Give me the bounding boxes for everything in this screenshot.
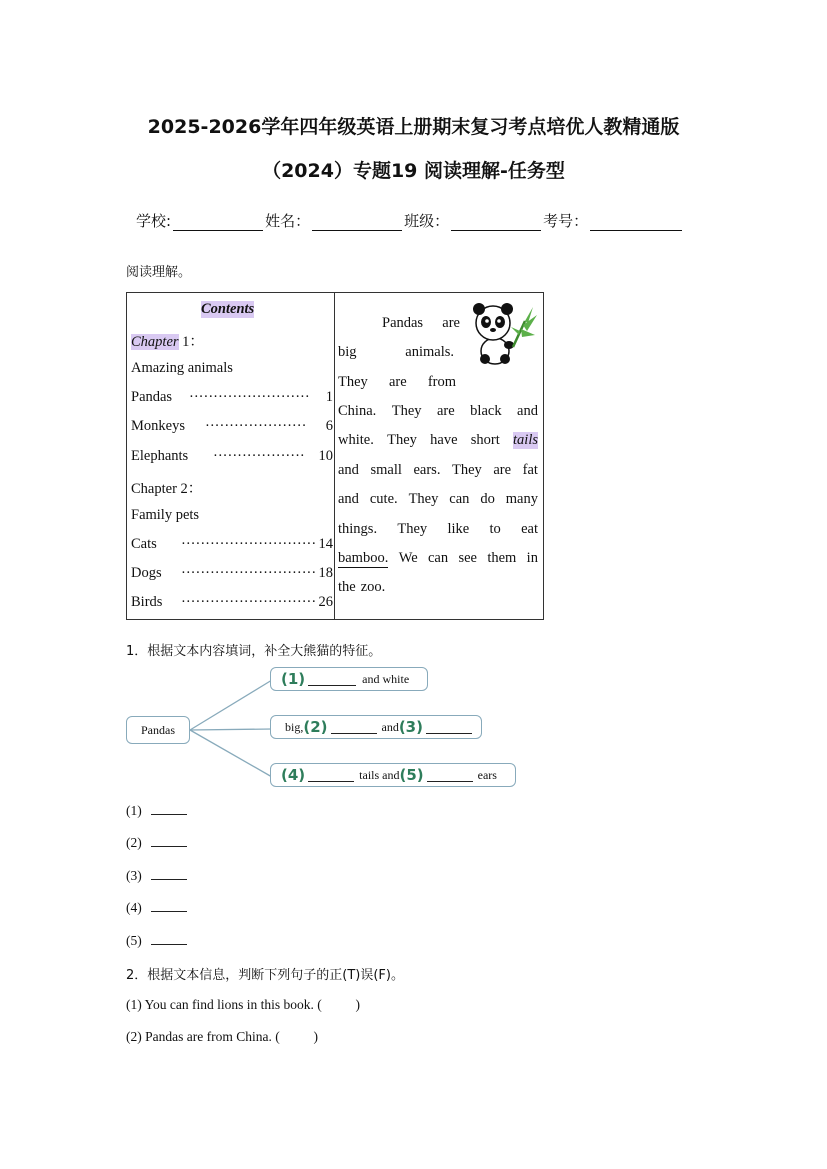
chapter1-num: 1： <box>178 334 204 350</box>
passage-line <box>338 462 538 479</box>
passage-word: zoo. <box>360 579 386 595</box>
toc-dots: ···························· <box>181 594 317 610</box>
passage-word: and <box>338 462 359 478</box>
answer-row <box>126 900 187 916</box>
passage-line <box>338 579 385 596</box>
page-subtitle: （2024）专题19 阅读理解-任务型 <box>262 160 565 182</box>
answer-blank[interactable] <box>151 934 187 945</box>
box-divider <box>334 293 335 619</box>
contents-title: Contents <box>201 301 255 317</box>
page-title: 2025-2026学年四年级英语上册期末复习考点培优人教精通版 <box>147 116 680 138</box>
reading-box <box>126 292 544 620</box>
school-label: 学校: <box>136 212 172 230</box>
passage-word: cute. <box>369 491 398 507</box>
passage-word: the <box>338 579 356 595</box>
toc-row <box>131 418 333 435</box>
diagram-branch-1 <box>270 667 428 691</box>
passage-word: can <box>449 491 470 507</box>
exam-no-label: 考号： <box>543 212 589 230</box>
toc-dots: ························· <box>189 389 310 405</box>
answer-blank[interactable] <box>151 836 187 847</box>
passage-word: are <box>442 315 460 331</box>
passage-line <box>338 432 538 449</box>
answer-blank[interactable] <box>151 869 187 880</box>
chapter1-heading <box>131 330 333 351</box>
passage-word: They <box>387 432 417 448</box>
q2-prompt: 2．根据文本信息，判断下列句子的正(T)误(F)。 <box>126 968 404 983</box>
passage-line <box>338 491 538 508</box>
passage-line <box>338 521 538 538</box>
toc-label: Birds <box>131 594 163 610</box>
branch-2-pre: big, <box>285 719 304 734</box>
toc-label: Pandas <box>131 389 173 405</box>
passage-word: eat <box>521 521 538 537</box>
answer-label: (4) <box>126 900 142 915</box>
passage-word: We <box>398 550 418 566</box>
exam-no-field[interactable] <box>590 214 682 231</box>
branch-3-mid: tails and <box>359 767 400 782</box>
toc-row <box>131 565 333 582</box>
blank-num-1: (1) <box>281 670 306 688</box>
passage-word: black <box>470 403 502 419</box>
passage-word: can <box>428 550 449 566</box>
instruction: 阅读理解。 <box>126 265 192 280</box>
answer-label: (2) <box>126 835 142 850</box>
toc-page: 10 <box>318 448 333 464</box>
passage-word: They <box>397 521 428 537</box>
class-field[interactable] <box>451 214 541 231</box>
blank-2[interactable] <box>331 721 377 734</box>
passage-line <box>338 403 538 420</box>
answer-blank[interactable] <box>151 804 187 815</box>
passage-word: tails <box>513 432 538 448</box>
chapter2-name: Family pets <box>131 507 200 523</box>
passage-word: fat <box>522 462 538 478</box>
passage-word: Pandas <box>382 315 424 331</box>
passage-word: China. <box>338 403 377 419</box>
passage-word: small <box>370 462 402 478</box>
passage-word: do <box>480 491 495 507</box>
passage-word: white. <box>338 432 374 448</box>
name-label: 姓名： <box>265 212 311 230</box>
passage-word: ears. <box>413 462 441 478</box>
school-field[interactable] <box>173 214 263 231</box>
toc-label: Monkeys <box>131 418 185 434</box>
passage-word: things. <box>338 521 378 537</box>
blank-num-2: (2) <box>303 718 328 736</box>
answer-row <box>126 803 187 819</box>
passage-word: They <box>408 491 439 507</box>
answer-label: (3) <box>126 868 142 883</box>
passage-word: and <box>338 491 359 507</box>
branch-1-text: and white <box>362 671 410 686</box>
passage-line <box>338 344 454 361</box>
answer-label: (1) <box>126 803 142 818</box>
toc-page: 6 <box>325 418 333 434</box>
blank-num-4: (4) <box>281 766 306 784</box>
q2-item: (1) You can find lions in this book. ( ) <box>126 997 360 1012</box>
passage-word: bamboo. <box>338 550 389 566</box>
passage-word: are <box>493 462 512 478</box>
blank-5[interactable] <box>427 769 473 782</box>
diagram-branch-2 <box>270 715 482 739</box>
toc-row <box>131 536 333 553</box>
blank-num-5: (5) <box>399 766 424 784</box>
q2-item: (2) Pandas are from China. ( ) <box>126 1029 318 1044</box>
passage-word: from <box>427 374 456 390</box>
passage-word: like <box>447 521 470 537</box>
center-label: Pandas <box>141 722 175 737</box>
answer-label: (5) <box>126 933 142 948</box>
passage-word: and <box>517 403 538 419</box>
blank-num-3: (3) <box>398 718 423 736</box>
answer-row <box>126 933 187 949</box>
blank-4[interactable] <box>308 769 354 782</box>
blank-1[interactable] <box>308 673 356 686</box>
diagram-center-node <box>126 716 190 744</box>
toc-dots: ··················· <box>213 448 305 464</box>
student-info-row <box>136 210 684 231</box>
passage-word: animals. <box>405 344 454 360</box>
branch-3-post: ears <box>477 767 497 782</box>
chapter1-word: Chapter <box>131 334 179 350</box>
passage-line <box>382 315 460 332</box>
passage-line <box>338 550 538 568</box>
toc-dots: ···························· <box>181 536 317 552</box>
passage-word: are <box>388 374 407 390</box>
toc-label: Cats <box>131 536 157 552</box>
answer-row <box>126 868 187 884</box>
q1-prompt: 1．根据文本内容填词，补全大熊猫的特征。 <box>126 644 382 659</box>
toc-row <box>131 448 333 465</box>
answer-blank[interactable] <box>151 901 187 912</box>
branch-2-mid: and <box>381 719 399 734</box>
passage-word: are <box>437 403 455 419</box>
passage-word: many <box>505 491 538 507</box>
passage-word: have <box>430 432 458 448</box>
passage-word: They <box>338 374 368 390</box>
blank-3[interactable] <box>426 721 472 734</box>
passage-word: see <box>458 550 477 566</box>
passage-word: big <box>338 344 357 360</box>
chapter2-heading: Chapter 2： <box>131 481 203 497</box>
passage-word: They <box>391 403 422 419</box>
chapter1-name: Amazing animals <box>131 360 233 376</box>
passage-word: to <box>489 521 501 537</box>
toc-label: Elephants <box>131 448 189 464</box>
toc-page: 1 <box>325 389 333 405</box>
name-field[interactable] <box>312 214 402 231</box>
toc-dots: ····················· <box>205 418 307 434</box>
passage-word: They <box>452 462 482 478</box>
passage-word: short <box>470 432 500 448</box>
panda-icon <box>465 301 541 367</box>
toc-page: 14 <box>318 536 333 552</box>
diagram-branch-3 <box>270 763 516 787</box>
class-label: 班级： <box>404 212 450 230</box>
passage-word: them <box>487 550 517 566</box>
passage-word: in <box>526 550 538 566</box>
toc-label: Dogs <box>131 565 162 581</box>
toc-row <box>131 594 333 611</box>
toc-page: 26 <box>318 594 333 610</box>
passage-line <box>338 374 456 391</box>
toc-dots: ···························· <box>181 565 317 581</box>
toc-row <box>131 389 333 406</box>
toc-page: 18 <box>318 565 333 581</box>
answer-row <box>126 835 187 851</box>
